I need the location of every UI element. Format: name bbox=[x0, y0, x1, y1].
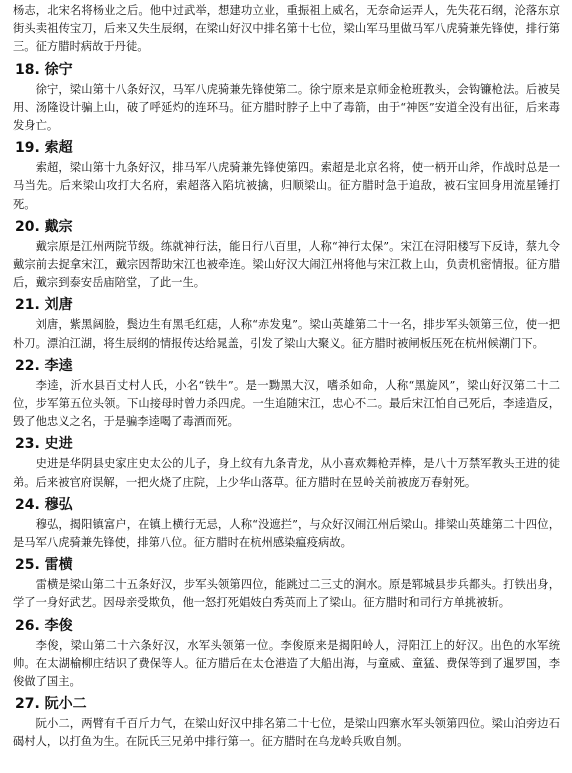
entry-xu-ning bbox=[13, 61, 560, 136]
entry-text: 阮小二，两臂有千百斤力气，在梁山好汉中排名第二十七位，是梁山四寨水军头领第四位。梁山泊旁边石碣村人，以打鱼为生。在阮氏三兄弟中排行第一。征方腊时在乌龙岭兵败自刎。 bbox=[13, 717, 560, 749]
intro-paragraph: 杨志，北宋名将杨业之后。他中过武举，想建功立业，重振祖上威名，无奈命运弄人，先失花石纲，沦落东京街头卖祖传宝刀，后来又失生辰纲，在梁山好汉中排名第十七位，梁山军马里做马军八虎骑兼先锋使，排行第三。征方腊时病故于丹徒。 bbox=[13, 4, 560, 54]
entry-li-jun bbox=[13, 617, 560, 692]
entry-text: 索超，梁山第十九条好汉，排马军八虎骑兼先锋使第四。索超是北京名将，使一柄开山斧，作战时总是一马当先。后来梁山攻打大名府，索超落入陷坑被擒，归顺梁山。征方腊时急于追敌，被石宝回身用流星锤打死。 bbox=[13, 161, 560, 211]
entry-heading: 26. 李俊 bbox=[15, 617, 73, 634]
entry-text: 史进是华阴县史家庄史太公的儿子，身上纹有九条青龙，从小喜欢舞枪弄棒，是八十万禁军教头王进的徒弟。后来被官府误解，一把火烧了庄院，上少华山落草。征方腊时在昱岭关前被庞万春射死。 bbox=[13, 457, 560, 489]
entry-ruan-xiao-er bbox=[13, 695, 560, 751]
entry-heading: 25. 雷横 bbox=[15, 557, 73, 574]
entry-text: 戴宗原是江州两院节级。练就神行法，能日行八百里，人称“神行太保”。宋江在浔阳楼写下反诗，蔡九令戴宗前去捉拿宋江，戴宗因帮助宋江也被牵连。梁山好汉大闹江州将他与宋江救上山，负责机密情报。征方腊后，戴宗到泰安岳庙陪堂，了此一生。 bbox=[13, 239, 560, 290]
entry-shi-jin bbox=[13, 435, 560, 491]
entry-heading: 20. 戴宗 bbox=[15, 218, 73, 235]
entry-dai-zong bbox=[13, 218, 560, 293]
entry-text: 刘唐，紫黑阔脸，鬓边生有黑毛红痣，人称“赤发鬼”。梁山英雄第二十一名，排步军头领第三位，使一把朴刀。漂泊江湖，将生辰纲的情报传达给晁盖，引发了梁山大聚义。征方腊时被闸板压死在杭州候潮门下。 bbox=[13, 318, 560, 350]
entry-liu-tang bbox=[13, 296, 560, 352]
entry-heading: 24. 穆弘 bbox=[15, 496, 73, 513]
entry-text: 穆弘，揭阳镇富户，在镇上横行无忌，人称“没遮拦”，与众好汉闹江州后梁山。排梁山英雄第二十四位，是马军八虎骑兼先锋使，排第八位。征方腊时在杭州感染瘟疫病故。 bbox=[13, 517, 560, 550]
entry-suo-chao bbox=[13, 139, 560, 214]
entry-text: 李俊，梁山第二十六条好汉，水军头领第一位。李俊原来是揭阳岭人，浔阳江上的好汉。出色的水军统帅。在太湖榆柳庄结识了费保等人。征方腊后在太仓港造了大船出海，与童威、童猛、费保等到了暹罗国，李俊做了国主。 bbox=[13, 638, 560, 689]
entry-text: 李逵，沂水县百丈村人氏，小名“铁牛”。是一黝黑大汉，嗜杀如命，人称“黑旋风”，梁山好汉第二十二位，步军第五位头领。下山接母时曾力杀四虎。一生追随宋江，忠心不二。最后宋江怕自己死后，李逵造反，毁了他忠义之名，于是骗李逵喝了毒酒而死。 bbox=[13, 378, 560, 429]
entry-heading: 18. 徐宁 bbox=[15, 61, 73, 78]
entry-heading: 19. 索超 bbox=[15, 140, 73, 157]
entry-heading: 23. 史进 bbox=[15, 436, 73, 453]
entry-li-kui bbox=[13, 357, 560, 432]
entry-text: 雷横是梁山第二十五条好汉，步军头领第四位，能跳过二三丈的涧水。原是郓城县步兵都头。打铁出身，学了一身好武艺。因母亲受欺负，他一怒打死娼妓白秀英而上了梁山。征方腊时和司行方单挑被斩。 bbox=[13, 578, 560, 610]
entry-heading: 27. 阮小二 bbox=[15, 696, 87, 713]
entry-text: 徐宁，梁山第十八条好汉，马军八虎骑兼先锋使第二。徐宁原来是京师金枪班教头，会钩镰枪法。后被吴用、汤隆设计骗上山，破了呼延灼的连环马。征方腊时脖子上中了毒箭，由于“神医”安道全没有出征，后来毒发身亡。 bbox=[13, 82, 560, 133]
entry-heading: 21. 刘唐 bbox=[15, 297, 73, 314]
entry-lei-heng bbox=[13, 556, 560, 612]
entry-mu-hong bbox=[13, 496, 560, 552]
entry-heading: 22. 李逵 bbox=[15, 357, 73, 374]
